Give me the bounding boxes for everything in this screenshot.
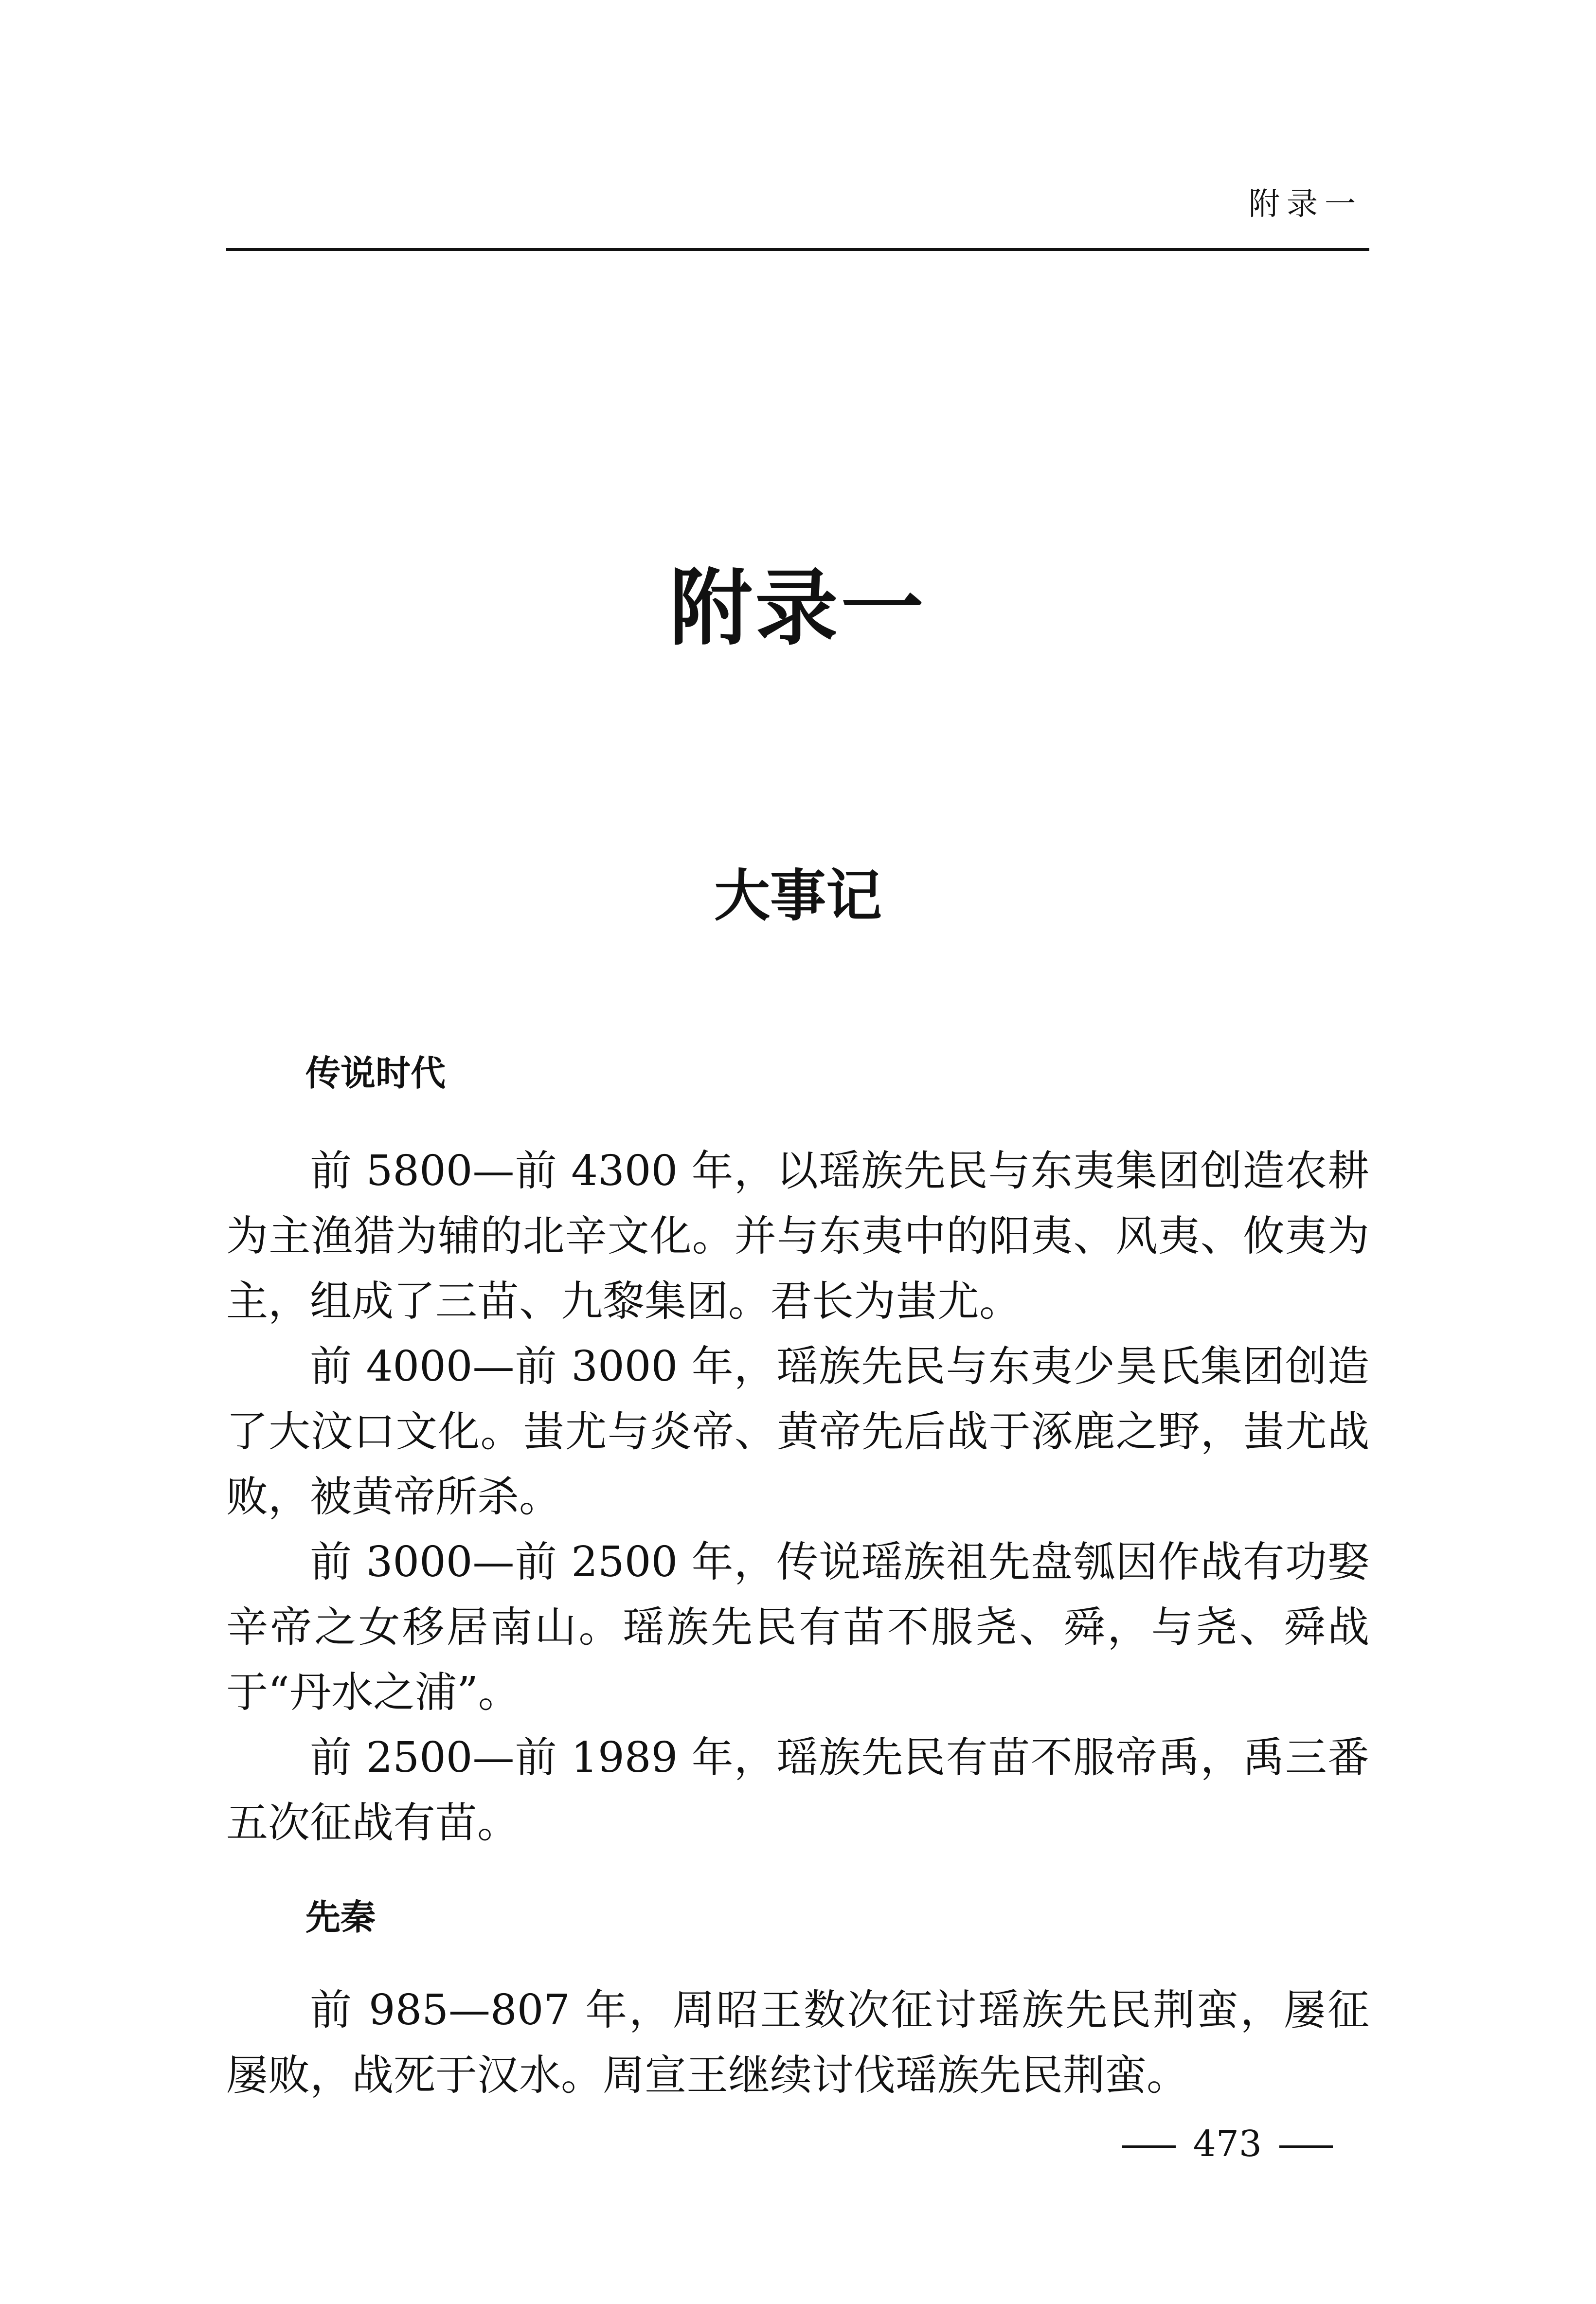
chapter-title: 附录一 bbox=[669, 559, 927, 657]
chronicle-entry: 前 2500—前 1989 年，瑶族先民有苗不服帝禹，禹三番五次征战有苗。 bbox=[226, 1733, 1369, 1847]
era-entries-legendary bbox=[226, 1138, 1369, 1855]
chronicle-entry: 前 3000—前 2500 年，传说瑶族祖先盘瓠因作战有功娶辛帝之女移居南山。瑶族先民有苗不服尧、舜，与尧、舜战于“丹水之浦”。 bbox=[226, 1538, 1369, 1717]
page-number-value: 473 bbox=[1193, 2123, 1262, 2165]
page-number-dash-right bbox=[1279, 2145, 1333, 2148]
era-heading-xianqin: 先秦 bbox=[305, 1897, 376, 1938]
header-rule bbox=[226, 248, 1369, 251]
page-number-dash-left bbox=[1122, 2145, 1176, 2148]
running-header: 附录一 bbox=[1249, 186, 1363, 222]
chronicle-entry: 前 4000—前 3000 年，瑶族先民与东夷少昊氏集团创造了大汶口文化。蚩尤与炎帝、黄帝先后战于涿鹿之野，蚩尤战败，被黄帝所杀。 bbox=[226, 1342, 1369, 1521]
chronicle-entry: 前 985—807 年，周昭王数次征讨瑶族先民荆蛮，屡征屡败，战死于汉水。周宣王继续讨伐瑶族先民荆蛮。 bbox=[226, 1986, 1369, 2100]
page-number bbox=[1105, 2123, 1350, 2165]
era-heading-legendary: 传说时代 bbox=[305, 1053, 446, 1094]
era-entries-xianqin bbox=[226, 1978, 1369, 2108]
section-title: 大事记 bbox=[714, 864, 882, 929]
chronicle-entry: 前 5800—前 4300 年，以瑶族先民与东夷集团创造农耕为主渔猎为辅的北辛文化。并与东夷中的阳夷、风夷、攸夷为主，组成了三苗、九黎集团。君长为蚩尤。 bbox=[226, 1147, 1369, 1326]
